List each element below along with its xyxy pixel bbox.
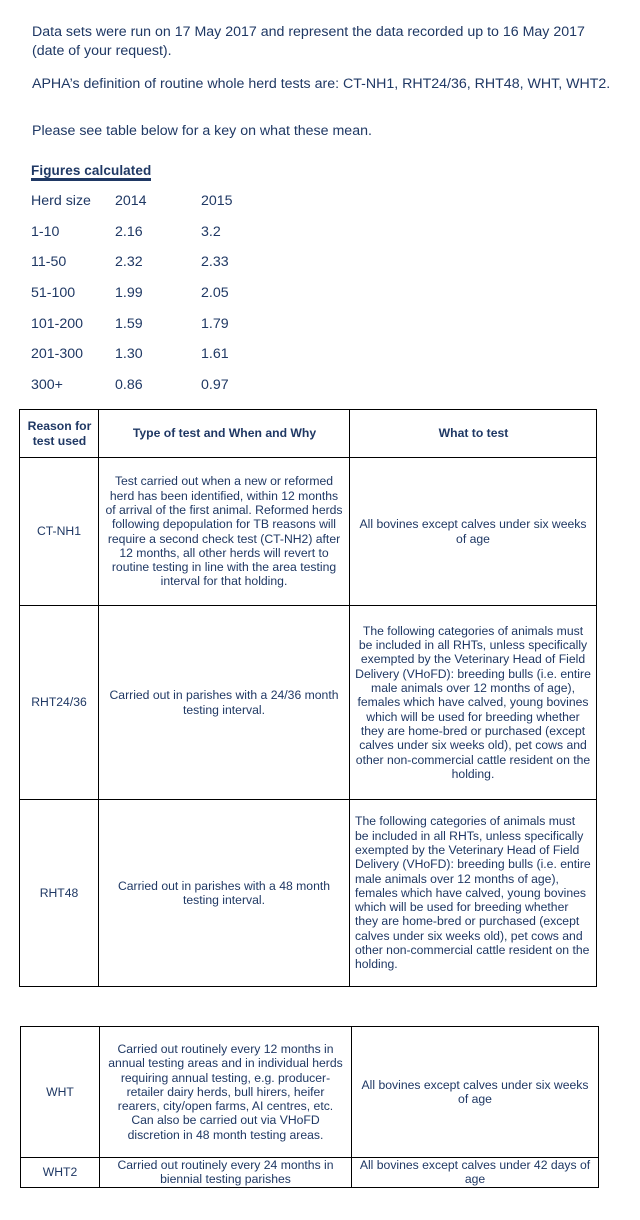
test-code-cell: RHT48 xyxy=(20,800,99,987)
test-what-cell: The following categories of animals must be included in all RHTs, unless specifically exempted by the Veterinary Head of Field Delivery (VHoFD): breeding bulls (i.e. entire male animals over 12 months of age), females which have calved, young bovines which will be used for breeding whether they are home-bred or purchased (except calves under six weeks old), pet cows and other non-commercial cattle resident on the holding. xyxy=(350,800,597,987)
herd-size-cell: 1-10 xyxy=(31,223,60,240)
value-2014-cell: 1.30 xyxy=(115,346,143,363)
intro-paragraph-dates: Data sets were run on 17 May 2017 and represent the data recorded up to 16 May 2017 (date of your request). xyxy=(32,24,585,59)
value-2015-cell: 3.2 xyxy=(201,223,221,240)
test-key-header-row xyxy=(20,410,597,458)
value-2014-cell: 1.59 xyxy=(115,315,143,332)
value-2015-cell: 1.79 xyxy=(201,315,229,332)
herd-size-cell: 300+ xyxy=(31,377,63,394)
value-2015-cell: 1.61 xyxy=(201,346,229,363)
test-key-row-wht xyxy=(21,1027,599,1158)
test-when-cell: Carried out routinely every 24 months in biennial testing parishes xyxy=(100,1158,352,1188)
test-when-cell: Test carried out when a new or reformed herd has been identified, within 12 months of arrival of the first animal. Reformed herds following depopulation for TB reasons will require a second check test (CT-NH2) after 12 months, all other herds will revert to routine testing in line with the area testing interval for that holding. xyxy=(99,458,350,606)
figures-title: Figures calculated xyxy=(31,163,151,181)
figures-header-herd-size: Herd size xyxy=(31,193,91,209)
intro-paragraph-definition: APHA’s definition of routine whole herd tests are: CT-NH1, RHT24/36, RHT48, WHT, WHT2. xyxy=(32,76,611,92)
figures-header-2014: 2014 xyxy=(115,193,147,209)
test-what-cell: The following categories of animals must be included in all RHTs, unless specifically exempted by the Veterinary Head of Field Delivery (VHoFD): breeding bulls (i.e. entire male animals over 12 months of age), females which have calved, young bovines which will be used for breeding whether they are home-bred or purchased (except calves under six weeks old), pet cows and other non-commercial cattle resident on the holding. xyxy=(350,606,597,800)
test-key-row-rht48 xyxy=(20,800,597,987)
test-code-cell: CT-NH1 xyxy=(20,458,99,606)
value-2014-cell: 1.99 xyxy=(115,285,143,302)
test-key-table xyxy=(19,409,597,987)
test-code-cell: RHT24/36 xyxy=(20,606,99,800)
header-reason-for-test: Reason for test used xyxy=(20,410,99,458)
herd-size-cell: 51-100 xyxy=(31,285,76,302)
test-key-table-continued xyxy=(20,1026,599,1188)
value-2014-cell: 2.16 xyxy=(115,223,143,240)
value-2014-cell: 0.86 xyxy=(115,377,143,394)
test-what-cell: All bovines except calves under six weeks of age xyxy=(350,458,597,606)
value-2015-cell: 2.05 xyxy=(201,285,229,302)
figures-header-2015: 2015 xyxy=(201,193,233,209)
value-2015-cell: 0.97 xyxy=(201,377,229,394)
test-when-cell: Carried out in parishes with a 24/36 month testing interval. xyxy=(99,606,350,800)
test-when-cell: Carried out routinely every 12 months in annual testing areas and in individual herds requiring annual testing, e.g. producer-retailer dairy herds, bull hirers, heifer rearers, city/open farms, AI centres, etc. Can also be carried out via VHoFD discretion in 48 month testing areas. xyxy=(100,1027,352,1158)
test-code-cell: WHT xyxy=(21,1027,100,1158)
test-what-cell: All bovines except calves under six weeks of age xyxy=(352,1027,599,1158)
test-key-row-rht24-36 xyxy=(20,606,597,800)
test-when-cell: Carried out in parishes with a 48 month testing interval. xyxy=(99,800,350,987)
herd-size-cell: 11-50 xyxy=(31,254,67,271)
value-2015-cell: 2.33 xyxy=(201,254,229,271)
herd-size-cell: 101-200 xyxy=(31,315,84,332)
herd-size-cell: 201-300 xyxy=(31,346,84,363)
test-code-cell: WHT2 xyxy=(21,1158,100,1188)
header-what-to-test: What to test xyxy=(350,410,597,458)
test-key-row-wht2 xyxy=(21,1158,599,1188)
header-type-of-test: Type of test and When and Why xyxy=(99,410,350,458)
test-key-row-ct-nh1 xyxy=(20,458,597,606)
test-what-cell: All bovines except calves under 42 days of age xyxy=(352,1158,599,1188)
intro-paragraph-key-note: Please see table below for a key on what these mean. xyxy=(32,123,372,139)
value-2014-cell: 2.32 xyxy=(115,254,143,271)
